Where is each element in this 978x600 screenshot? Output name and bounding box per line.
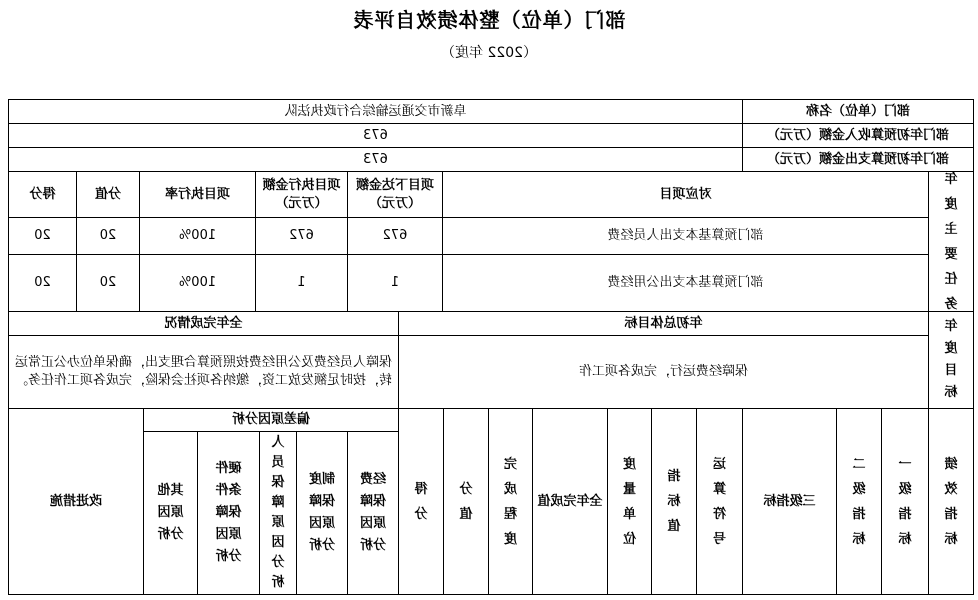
deviation-analysis-header: 偏差原因分析 [143,408,399,432]
indicator-score-header: 得分 [398,408,444,595]
tasks-header-executed: 项目执行金额（万元） [255,171,348,218]
deviation-system-header: 制度保障原因分析 [296,431,348,595]
indicator-target-header: 指标值 [651,408,697,595]
tasks-header-weight: 分值 [76,171,140,218]
goals-completion-text: 保障人员经费及公用经费按照预算合理支出，确保单位办公正常运转，按时足额发放工资，缴纳各项社会保险，完成各项工作任务。 [8,335,399,409]
task-row-1-executed: 672 [255,217,348,255]
improvement-measures-header: 改进措施 [8,408,144,595]
indicator-actual-header: 全年完成值 [532,408,608,595]
expense-value: 673 [8,147,743,172]
dept-name-label: 部门（单位）名称 [742,99,974,124]
task-row-2-executed: 1 [255,254,348,312]
deviation-hardware-header: 硬件条件保障原因分析 [197,431,260,595]
task-row-1-rate: 100% [139,217,256,255]
dept-name-value: 阜新市交通运输综合行政执法队 [8,99,743,124]
tasks-header-score: 得分 [8,171,77,218]
task-row-2-issued: 1 [347,254,443,312]
income-label: 部门年初预算收入金额（万元） [742,123,974,148]
task-row-2-rate: 100% [139,254,256,312]
indicator-level3-header: 三级指标 [742,408,837,595]
indicator-weight-header: 分值 [443,408,489,595]
tasks-header-issued: 项目下达金额（万元） [347,171,443,218]
indicator-degree-header: 完成程度 [488,408,533,595]
task-row-2-project: 部门预算基本支出公用经费 [442,254,929,312]
page-subtitle: （2022 年度） [440,45,538,61]
tasks-side-label: 年度主要任务 [928,171,974,312]
expense-label: 部门年初预算支出金额（万元） [742,147,974,172]
goals-completion-label: 全年完成情况 [8,311,399,336]
task-row-1-issued: 672 [347,217,443,255]
indicator-unit-header: 度量单位 [607,408,652,595]
deviation-other-header: 其他原因分析 [143,431,198,595]
task-row-1-weight: 20 [76,217,140,255]
deviation-personnel-header: 人员保障原因分析 [259,431,297,595]
indicators-side-label: 绩效指标 [928,408,974,595]
goals-side-label: 年度目标 [928,311,974,409]
tasks-header-rate: 项目执行率 [139,171,256,218]
indicator-level1-header: 一级指标 [881,408,929,595]
goals-initial-text: 保障经费运行，完成各项工作 [398,335,929,409]
indicator-level2-header: 二级指标 [836,408,882,595]
deviation-funds-header: 经费保障原因分析 [347,431,399,595]
income-value: 673 [8,123,743,148]
task-row-2-weight: 20 [76,254,140,312]
task-row-1-score: 20 [8,217,77,255]
task-row-1-project: 部门预算基本支出人员经费 [442,217,929,255]
page-title: 部门（单位）整体绩效自评表 [352,8,626,32]
evaluation-table [8,99,974,595]
indicator-operator-header: 运算符号 [696,408,743,595]
goals-initial-label: 年初总体目标 [398,311,929,336]
tasks-header-project: 对应项目 [442,171,929,218]
task-row-2-score: 20 [8,254,77,312]
